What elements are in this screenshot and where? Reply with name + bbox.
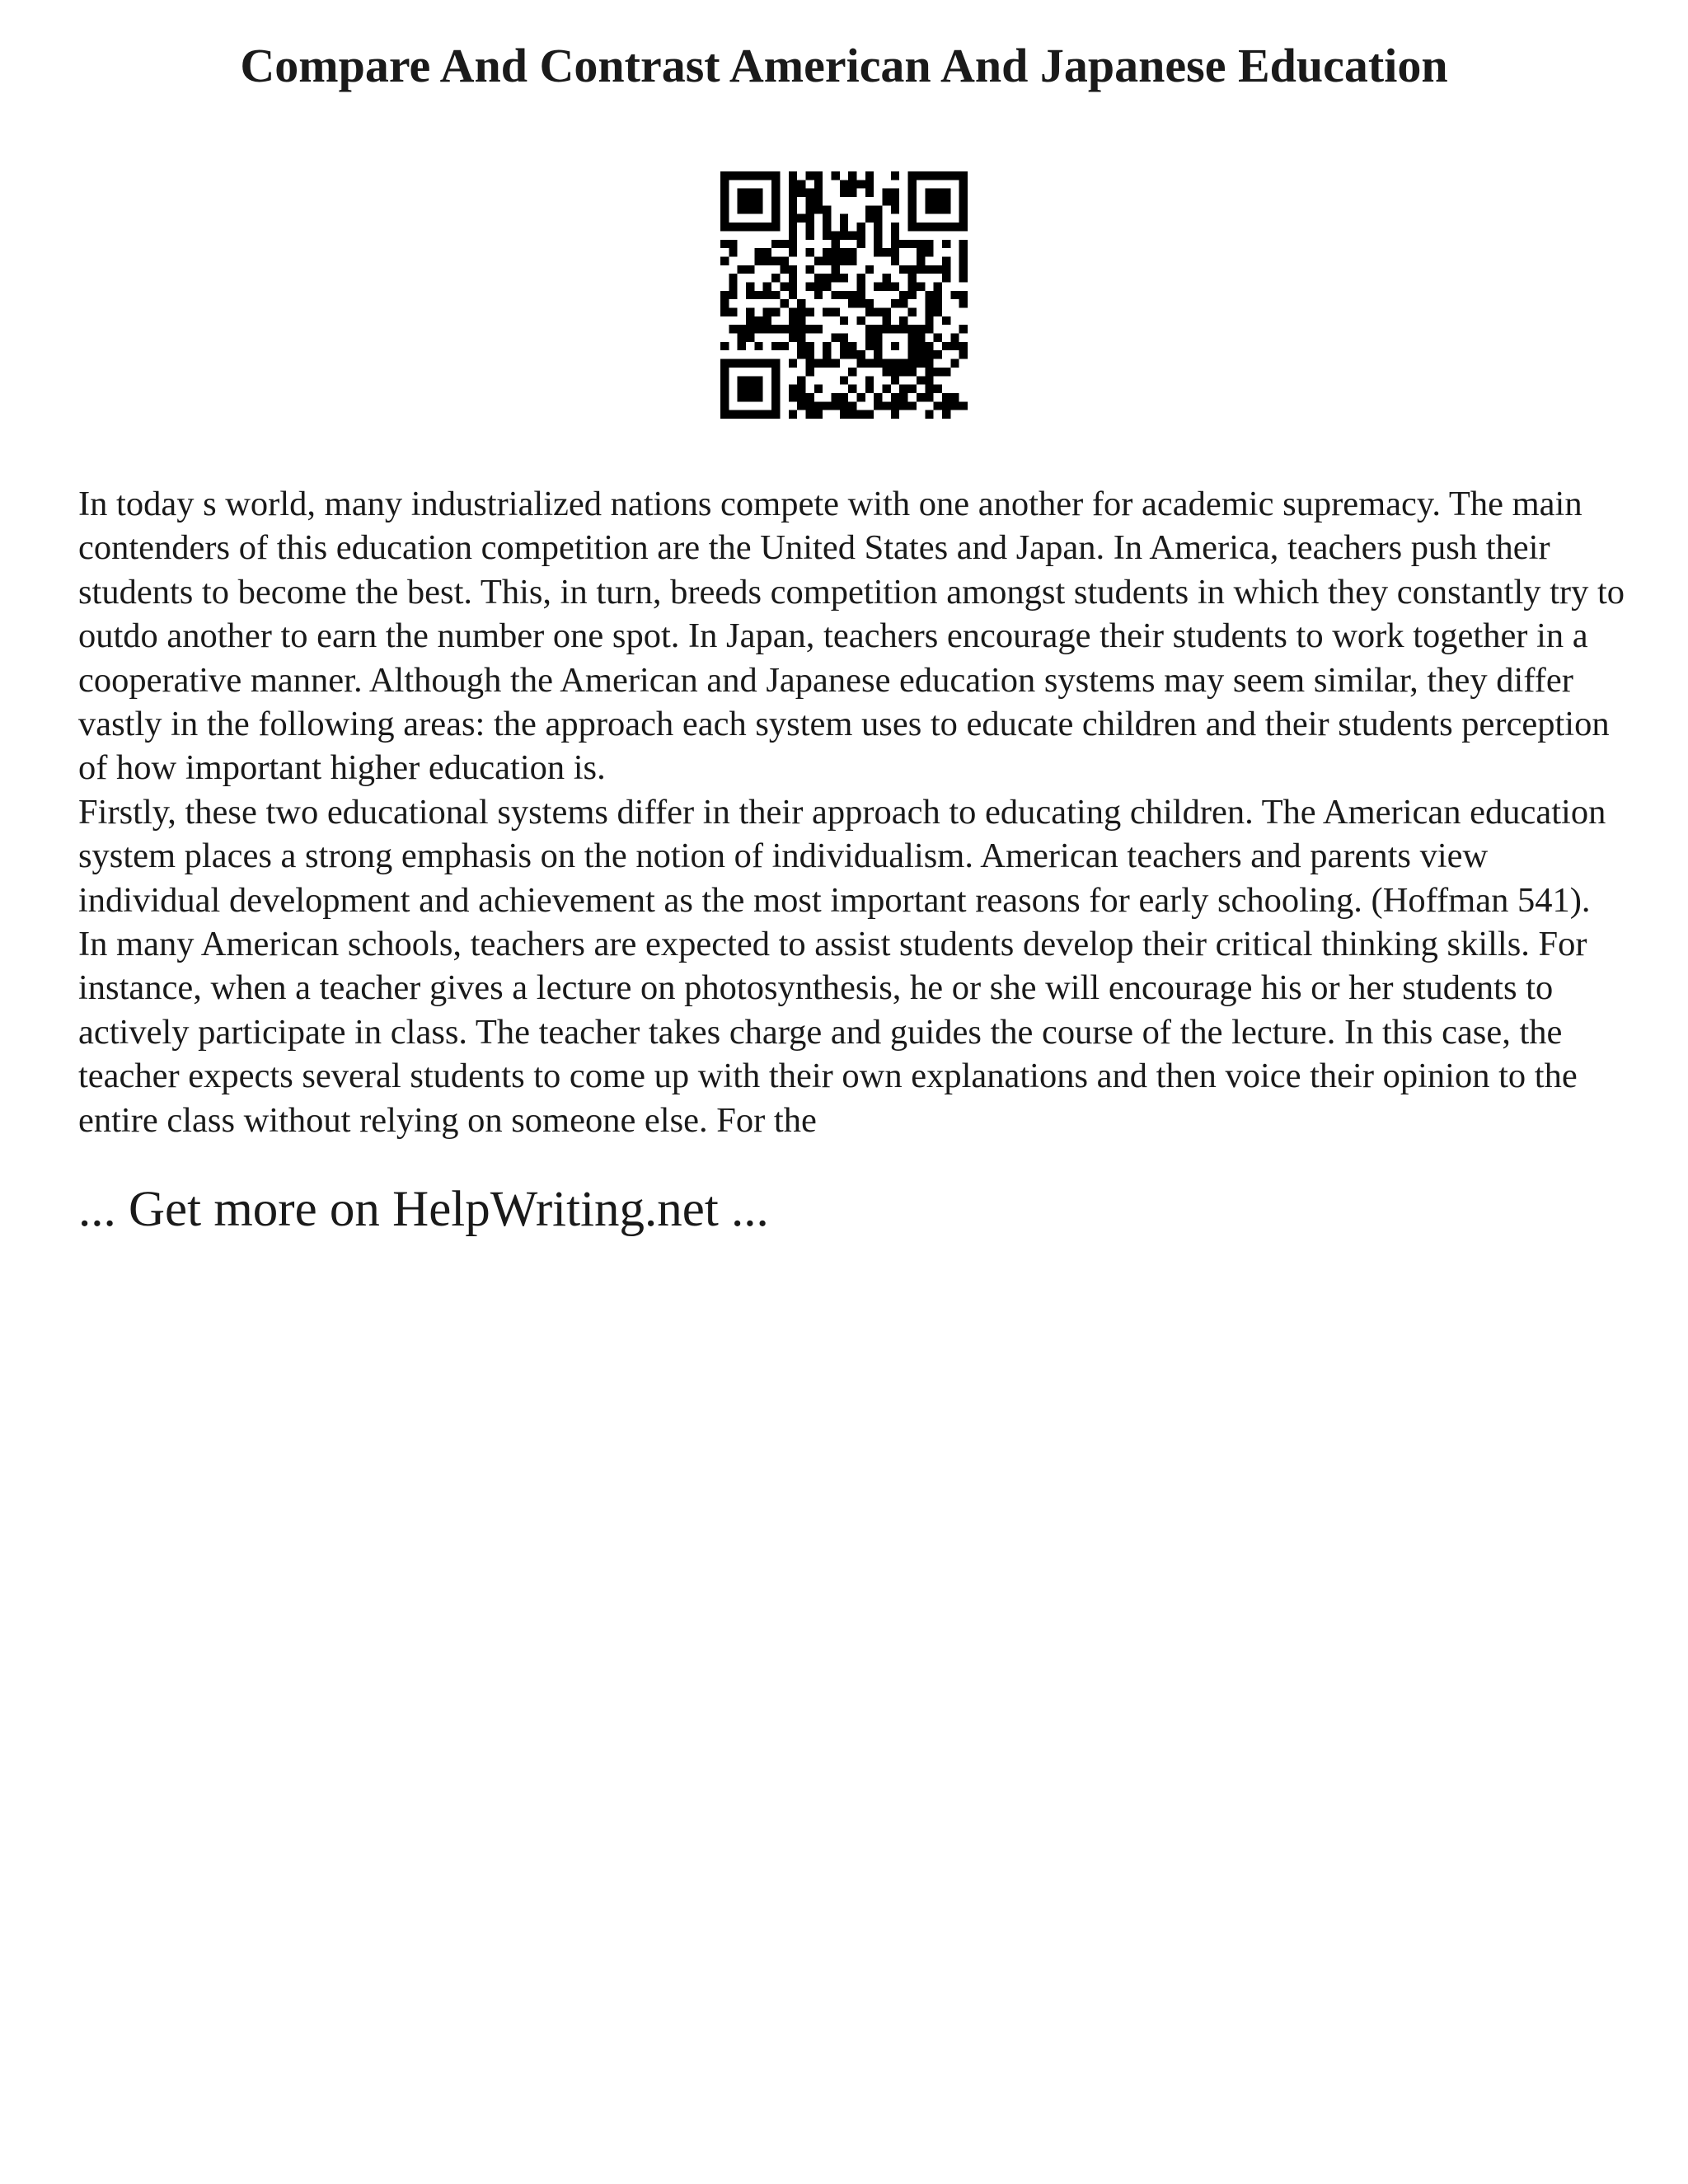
paragraph-2: Firstly, these two educational systems differ in their approach to educating children. The American education system places a strong emphasis on the notion of individualism. American teachers and parents view individual development and achievement as the most important reasons for early schooling. (Hoffman 541). In many American schools, teachers are expected to assist students develop their critical thinking skills. For instance, when a teacher gives a lecture on photosynthesis, he or she will encourage his or her students to actively participate in class. The teacher takes charge and guides the course of the lecture. In this case, the teacher expects several students to come up with their own explanations and then voice their opinion to the entire class without relying on someone else. For the <box>78 792 1606 1140</box>
document-title: Compare And Contrast American And Japanese Education <box>240 39 1448 92</box>
paragraph-1: In today s world, many industrialized nations compete with one another for academic supremacy. The main contenders of this education competition are the United States and Japan. In America, teachers push their students to become the best. This, in turn, breeds competition amongst students in which they constantly try to outdo another to earn the number one spot. In Japan, teachers encourage their students to work together in a cooperative manner. Although the American and Japanese education systems may seem similar, they differ vastly in the following areas: the approach each system uses to educate children and their students perception of how important higher education is. <box>78 485 1625 788</box>
document-body <box>78 482 1628 1142</box>
get-more-link[interactable]: ... Get more on HelpWriting.net ... <box>78 1182 769 1237</box>
qr-code-icon <box>720 171 968 419</box>
